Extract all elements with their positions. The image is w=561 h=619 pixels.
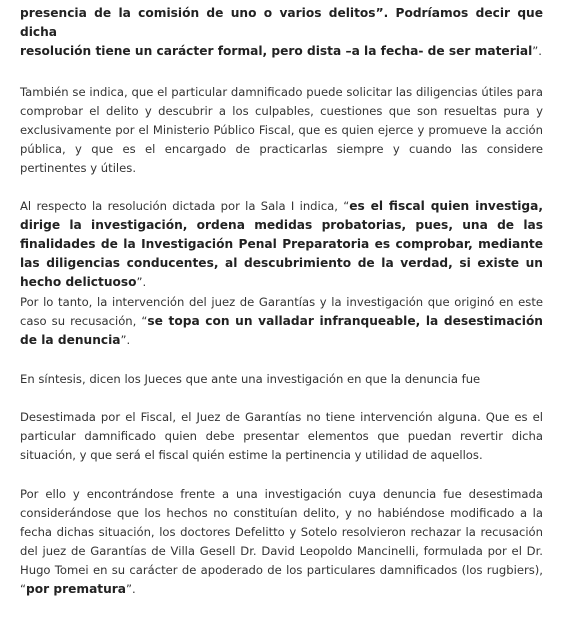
paragraph-8: [20, 485, 543, 599]
paragraph-8-bold: por prematura: [26, 582, 127, 596]
paragraph-2-tail: ”.: [532, 44, 542, 58]
paragraph-4: [20, 197, 543, 292]
paragraph-6: En síntesis, dicen los Jueces que ante una investigación en que la denuncia fue: [20, 372, 481, 386]
paragraph-5-bold: se topa con un valladar infranqueable, la desestimación de la denuncia: [20, 314, 543, 347]
paragraph-7: Desestimada por el Fiscal, el Juez de Garantías no tiene intervención alguna. Que es el particular damnificado quien debe presentar elementos que puedan revertir dicha situación, y que será el fiscal quién estime la pertinencia y utilidad de aquellos.: [20, 410, 543, 462]
paragraph-4-tail: ”.: [136, 275, 147, 289]
paragraph-8-tail: ”.: [126, 582, 136, 596]
paragraph-8-intro: Por ello y encontrándose frente a una investigación cuya denuncia fue desestimada considerándose que los hechos no constituían delito, y no habiéndose modificado a la fecha dichas situación, los doctores Defelitto y Sotelo resolvieron rechazar la recusación del juez de Garantías de Villa Gesell Dr. David Leopoldo Mancinelli, formulada por el Dr. Hugo Tomei en su carácter de apoderado de los particulares damnificados (los rugbiers), “: [20, 487, 543, 596]
paragraph-5-intro: Por lo tanto, la intervención del juez de Garantías y la investigación que originó en este caso su recusación, “: [20, 295, 543, 328]
paragraph-2: [20, 42, 543, 61]
paragraph-1-bold: presencia de la comisión de uno o varios delitos”. Podríamos decir que dicha: [20, 6, 543, 39]
paragraph-2-bold: resolución tiene un carácter formal, pero dista –a la fecha- de ser material: [20, 44, 533, 58]
paragraph-4-bold: es el fiscal quien investiga, dirige la investigación, ordena medidas probatorias, pues, una de las finalidades de la Investigación Penal Preparatoria es comprobar, mediante las diligencias conducentes, al descubrimiento de la verdad, si existe un hecho delictuoso: [20, 199, 543, 289]
paragraph-4-intro: Al respecto la resolución dictada por la Sala I indica, “: [20, 199, 350, 213]
paragraph-5-tail: ”.: [120, 333, 131, 347]
paragraph-3: También se indica, que el particular damnificado puede solicitar las diligencias útiles para comprobar el delito y descubrir a los culpables, cuestiones que son resueltas pura y exclusivamente por el Ministerio Público Fiscal, que es quien ejerce y promueve la acción pública, y que es el encargado de practicarlas siempre y cuando las considere pertinentes y útiles.: [20, 85, 543, 175]
paragraph-5: [20, 293, 543, 350]
paragraph-1: [20, 4, 543, 42]
